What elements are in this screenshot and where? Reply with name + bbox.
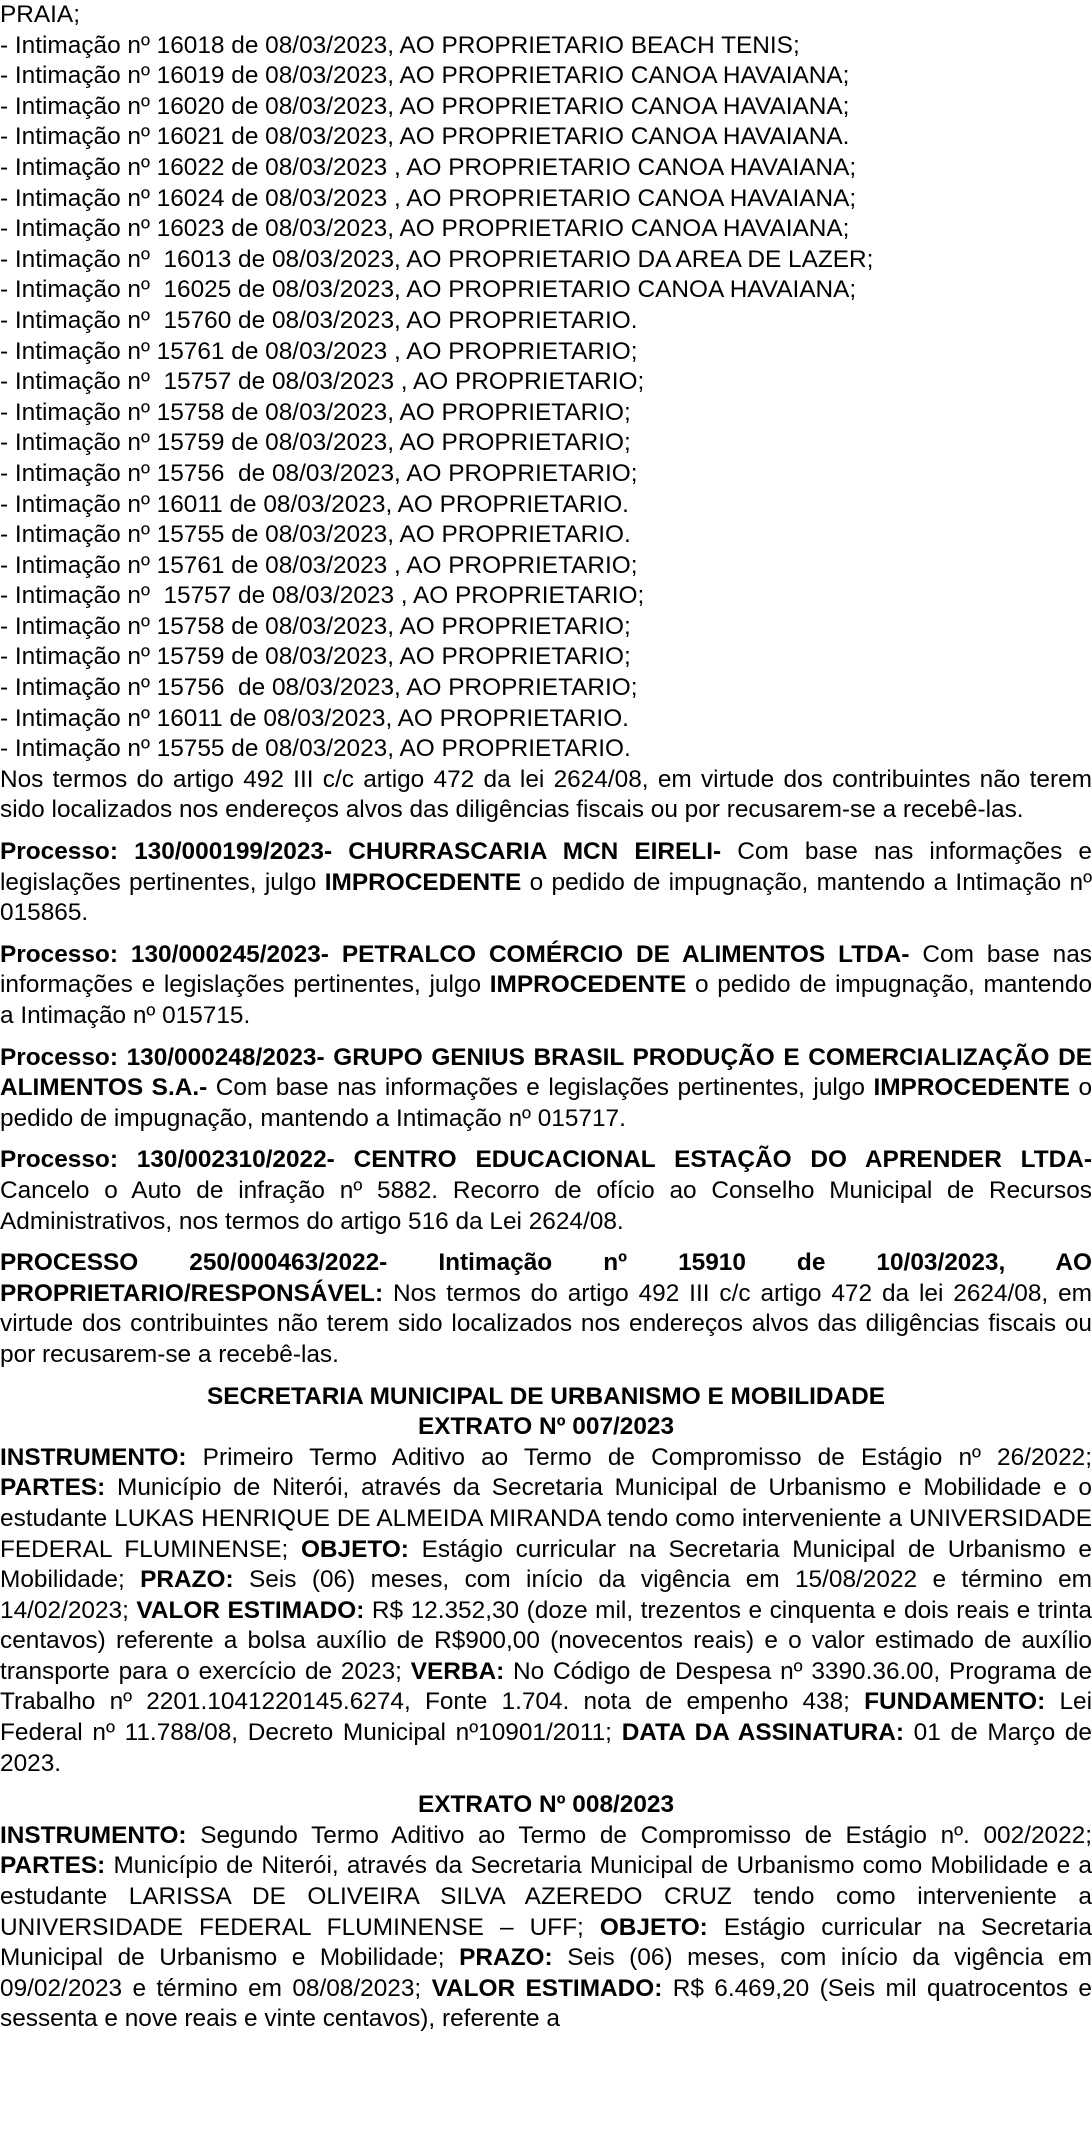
- field-text: Seis (06) meses, com início da vigência em 15/08/2022 e término em 14/02/2023;: [0, 1566, 1092, 1624]
- processo-heading: PROCESSO 250/000463/2022- Intimação nº 15910 de 10/03/2023, AO PROPRIETARIO/RESPONSÁVEL:: [0, 1249, 1092, 1307]
- processo-paragraph: [0, 1043, 1092, 1135]
- field-text: Município de Niterói, através da Secretaria Municipal de Urbanismo como Mobilidade e a estudante LARISSA DE OLIVEIRA SILVA AZEREDO CRUZ tendo como interveniente a UNIVERSIDADE FEDERAL FLUMINENSE – UFF;: [0, 1852, 1092, 1941]
- secretaria-heading: SECRETARIA MUNICIPAL DE URBANISMO E MOBILIDADE: [207, 1382, 885, 1410]
- field-text: Estágio curricular na Secretaria Municipal de Urbanismo e Mobilidade;: [0, 1535, 1092, 1594]
- field-text: Município de Niterói, através da Secretaria Municipal de Urbanismo e Mobilidade e o estudante LUKAS HENRIQUE DE ALMEIDA MIRANDA tendo como interveniente a UNIVERSIDADE FEDERAL FLUMINENSE;: [0, 1474, 1092, 1563]
- list-item: - Intimação nº 16022 de 08/03/2023 , AO PROPRIETARIO CANOA HAVAIANA;: [0, 153, 857, 181]
- field-text: R$ 12.352,30 (doze mil, trezentos e cinquenta e dois reais e trinta centavos) referente a bolsa auxílio de R$900,00 (novecentos reais) e o valor estimado de auxílio transporte para o exercício de 2023;: [0, 1596, 1092, 1685]
- field-text: Segundo Termo Aditivo ao Termo de Compromisso de Estágio nº. 002/2022;: [186, 1821, 1092, 1849]
- list-item: - Intimação nº 15757 de 08/03/2023 , AO PROPRIETARIO;: [0, 368, 645, 396]
- processo-paragraph: [0, 940, 1092, 1032]
- processo-text: o pedido de impugnação, mantendo a Intimação nº 015717.: [0, 1074, 1092, 1132]
- list-item: - Intimação nº 16023 de 08/03/2023, AO PROPRIETARIO CANOA HAVAIANA;: [0, 215, 850, 243]
- processo-heading: Processo: 130/000248/2023- GRUPO GENIUS BRASIL PRODUÇÃO E COMERCIALIZAÇÃO DE ALIMENTOS S.A.-: [0, 1043, 1092, 1102]
- processo-paragraph: [0, 837, 1092, 929]
- processo-paragraph: [0, 1248, 1092, 1370]
- intimacao-closing-paragraph: Nos termos do artigo 492 III c/c artigo 472 da lei 2624/08, em virtude dos contribuintes não terem sido localizados nos endereços alvos das diligências fiscais ou por recusarem-se a recebê-las.: [0, 765, 1092, 824]
- list-item: - Intimação nº 15758 de 08/03/2023, AO PROPRIETARIO;: [0, 612, 631, 640]
- field-text: No Código de Despesa nº 3390.36.00, Programa de Trabalho nº 2201.1041220145.6274, Fonte 1.704. nota de empenho 438;: [0, 1657, 1092, 1716]
- processo-text: o pedido de impugnação, mantendo a Intimação nº 015865.: [0, 868, 1092, 927]
- processo-text: Com base nas informações e legislações pertinentes, julgo: [0, 940, 1092, 999]
- field-label: PARTES:: [0, 1852, 106, 1880]
- field-label: FUNDAMENTO:: [864, 1688, 1046, 1716]
- field-text: Primeiro Termo Aditivo ao Termo de Compromisso de Estágio nº 26/2022;: [186, 1443, 1092, 1471]
- field-label: INSTRUMENTO:: [0, 1821, 187, 1849]
- field-label: VALOR ESTIMADO:: [431, 1974, 663, 2002]
- list-item: - Intimação nº 16021 de 08/03/2023, AO PROPRIETARIO CANOA HAVAIANA.: [0, 123, 850, 151]
- field-label: PRAZO:: [459, 1944, 553, 1972]
- list-item: - Intimação nº 15759 de 08/03/2023, AO PROPRIETARIO;: [0, 643, 631, 671]
- field-label: PARTES:: [0, 1474, 106, 1502]
- list-item: - Intimação nº 16024 de 08/03/2023 , AO PROPRIETARIO CANOA HAVAIANA;: [0, 184, 857, 212]
- list-item: - Intimação nº 15756 de 08/03/2023, AO PROPRIETARIO;: [0, 674, 638, 702]
- list-item: PRAIA;: [0, 1, 80, 28]
- field-label: OBJETO:: [599, 1913, 708, 1941]
- extrato-title: EXTRATO Nº 008/2023: [417, 1791, 675, 1819]
- processo-heading: Processo: 130/000245/2023- PETRALCO COMÉRCIO DE ALIMENTOS LTDA-: [0, 940, 910, 968]
- field-text: Estágio curricular na Secretaria Municipal de Urbanismo e Mobilidade;: [0, 1913, 1092, 1972]
- list-item: - Intimação nº 15755 de 08/03/2023, AO PROPRIETARIO.: [0, 521, 631, 549]
- field-label: VALOR ESTIMADO:: [136, 1596, 365, 1624]
- processo-text: Nos termos do artigo 492 III c/c artigo 472 da lei 2624/08, em virtude dos contribuintes não terem sido localizados nos endereços alvos das diligências fiscais ou por recusarem-se a recebê-las.: [0, 1279, 1092, 1368]
- decision-emphasis: IMPROCEDENTE: [489, 971, 687, 999]
- processo-text: Com base nas informações e legislações pertinentes, julgo: [0, 838, 1092, 896]
- list-item: - Intimação nº 15757 de 08/03/2023 , AO PROPRIETARIO;: [0, 582, 645, 610]
- list-item: - Intimação nº 16020 de 08/03/2023, AO PROPRIETARIO CANOA HAVAIANA;: [0, 92, 850, 120]
- field-label: DATA DA ASSINATURA:: [621, 1719, 904, 1747]
- list-item: - Intimação nº 15755 de 08/03/2023, AO PROPRIETARIO.: [0, 735, 631, 763]
- field-text: 01 de Março de 2023.: [0, 1719, 1092, 1777]
- list-item: - Intimação nº 15761 de 08/03/2023 , AO PROPRIETARIO;: [0, 337, 638, 365]
- processo-text: Cancelo o Auto de infração nº 5882. Recorro de ofício ao Conselho Municipal de Recursos Administrativos, nos termos do artigo 516 da Lei 2624/08.: [0, 1176, 1092, 1235]
- processo-heading: Processo: 130/002310/2022- CENTRO EDUCACIONAL ESTAÇÃO DO APRENDER LTDA-: [0, 1146, 1092, 1174]
- decision-emphasis: IMPROCEDENTE: [324, 868, 522, 896]
- field-text: R$ 6.469,20 (Seis mil quatrocentos e sessenta e nove reais e vinte centavos), referente a: [0, 1974, 1092, 2033]
- processo-text: o pedido de impugnação, mantendo a Intimação nº 015715.: [0, 971, 1092, 1029]
- extrato-title: EXTRATO Nº 007/2023: [417, 1413, 675, 1441]
- extrato-paragraph: [0, 1443, 1092, 1780]
- decision-emphasis: IMPROCEDENTE: [873, 1074, 1070, 1102]
- list-item: - Intimação nº 15758 de 08/03/2023, AO PROPRIETARIO;: [0, 398, 631, 426]
- field-label: PRAZO:: [140, 1566, 234, 1594]
- list-item: - Intimação nº 15761 de 08/03/2023 , AO PROPRIETARIO;: [0, 551, 638, 579]
- field-label: INSTRUMENTO:: [0, 1443, 187, 1471]
- list-item: - Intimação nº 15759 de 08/03/2023, AO PROPRIETARIO;: [0, 429, 631, 457]
- list-item: - Intimação nº 16013 de 08/03/2023, AO PROPRIETARIO DA AREA DE LAZER;: [0, 245, 874, 273]
- field-text: Seis (06) meses, com início da vigência em 09/02/2023 e término em 08/08/2023;: [0, 1944, 1092, 2002]
- list-item: - Intimação nº 16018 de 08/03/2023, AO PROPRIETARIO BEACH TENIS;: [0, 31, 800, 59]
- processo-paragraph: [0, 1145, 1092, 1237]
- list-item: - Intimação nº 16019 de 08/03/2023, AO PROPRIETARIO CANOA HAVAIANA;: [0, 62, 850, 90]
- processo-heading: Processo: 130/000199/2023- CHURRASCARIA MCN EIRELI-: [0, 838, 722, 866]
- list-item: - Intimação nº 16011 de 08/03/2023, AO PROPRIETARIO.: [0, 490, 629, 518]
- intimacao-list: [0, 0, 1092, 765]
- field-label: OBJETO:: [300, 1535, 409, 1563]
- list-item: - Intimação nº 16011 de 08/03/2023, AO PROPRIETARIO.: [0, 704, 629, 732]
- field-text: Lei Federal nº 11.788/08, Decreto Municipal nº10901/2011;: [0, 1688, 1092, 1747]
- extrato-paragraph: [0, 1821, 1092, 2035]
- list-item: - Intimação nº 15756 de 08/03/2023, AO PROPRIETARIO;: [0, 459, 638, 487]
- field-label: VERBA:: [410, 1657, 505, 1685]
- list-item: - Intimação nº 16025 de 08/03/2023, AO PROPRIETARIO CANOA HAVAIANA;: [0, 276, 857, 304]
- processo-text: Com base nas informações e legislações pertinentes, julgo: [207, 1074, 874, 1102]
- list-item: - Intimação nº 15760 de 08/03/2023, AO PROPRIETARIO.: [0, 306, 638, 334]
